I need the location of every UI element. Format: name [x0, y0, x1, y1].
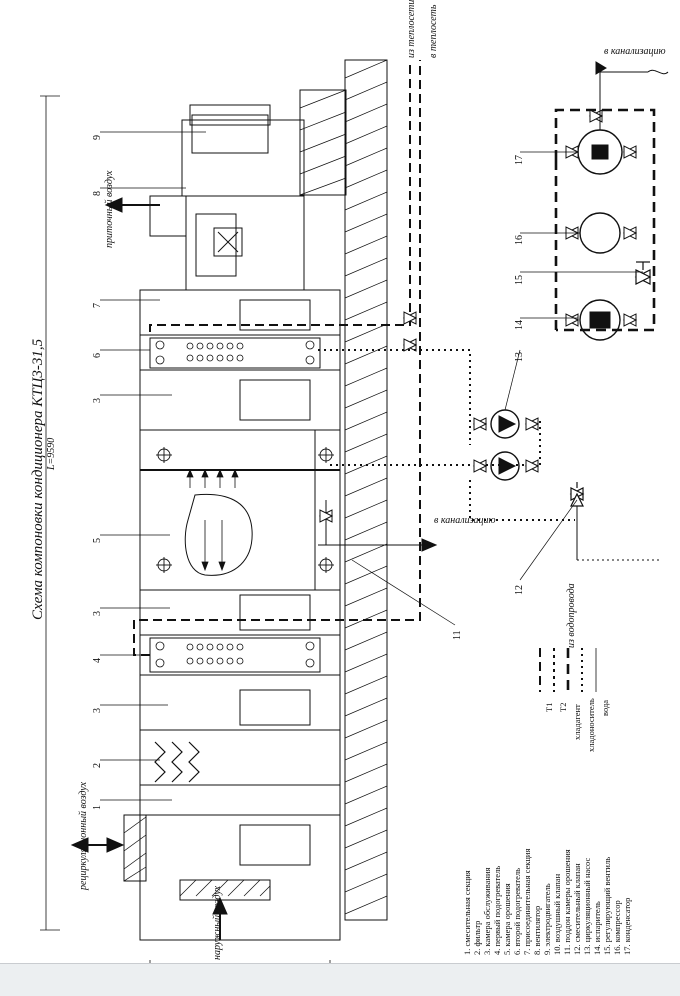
callout-9: 9 [92, 135, 103, 140]
parts-item-16: 16. компрессор [612, 900, 622, 955]
parts-item-6: 6. второй подогреватель [512, 867, 522, 955]
callout-6: 6 [92, 353, 103, 358]
parts-item-11: 11. поддон камеры орошения [562, 849, 572, 955]
callout-1: 1 [92, 805, 103, 810]
callout-8: 8 [92, 191, 103, 196]
pipe-label-to-sewer-pan: в канализацию [434, 515, 496, 526]
flow-label-outside: наружный воздух [212, 885, 223, 960]
callout-15: 15 [514, 275, 525, 285]
callout-14: 14 [514, 320, 525, 330]
parts-item-4: 4. первый подогреватель [492, 865, 502, 955]
parts-item-2: 2. фильтр [472, 920, 482, 955]
pipe-label-from-water-supply: из водопровода [566, 583, 577, 648]
callout-16: 16 [514, 235, 525, 245]
parts-item-8: 8. вентилятор [532, 905, 542, 955]
callout-3b: 3 [92, 611, 103, 616]
legend-item-refrigerant: хладагент [572, 704, 582, 740]
pipe-label-from-heat-network: из теплосети [406, 0, 417, 58]
parts-item-10: 10. воздушный клапан [552, 873, 562, 955]
callout-3a: 3 [92, 708, 103, 713]
pipe-label-to-sewer-top: в канализацию [604, 46, 666, 57]
parts-item-5: 5. камера орошения [502, 883, 512, 955]
callout-17: 17 [514, 155, 525, 165]
callout-3c: 3 [92, 398, 103, 403]
parts-item-1: 1. смесительная секция [462, 870, 472, 955]
parts-item-7: 7. присоединительная секция [522, 848, 532, 955]
callout-7: 7 [92, 303, 103, 308]
legend-item-t1: Т1 [544, 702, 554, 712]
callout-13: 13 [514, 352, 525, 362]
drawing-title: Схема компоновки кондиционера КТЦ3-31,5 [30, 338, 46, 620]
parts-item-12: 12. смесительный клапан [572, 863, 582, 955]
callout-5: 5 [92, 538, 103, 543]
parts-item-17: 17. конденсатор [622, 897, 632, 955]
parts-item-9: 9. электродвигатель [542, 883, 552, 955]
callout-4: 4 [92, 658, 103, 663]
parts-item-15: 15. регулирующий вентиль [602, 856, 612, 955]
parts-item-13: 13. циркуляционный насос [582, 857, 592, 955]
viewer-footer-bar [0, 963, 680, 996]
callout-11: 11 [452, 630, 463, 640]
legend-item-coolant: хладоноситель [586, 698, 596, 752]
flow-label-recirculation: рециркуляционный воздух [78, 781, 89, 890]
pipe-label-to-heat-network: в теплосеть [428, 4, 439, 58]
legend-item-t2: Т2 [558, 702, 568, 712]
callout-2: 2 [92, 763, 103, 768]
callout-12: 12 [514, 585, 525, 595]
flow-label-supply: приточный воздух [104, 170, 115, 248]
parts-item-14: 14. испаритель [592, 901, 602, 955]
parts-item-3: 3. камера обслуживания [482, 867, 492, 955]
legend-item-water: вода [600, 699, 610, 716]
dimension-length: L=9590 [46, 437, 57, 470]
